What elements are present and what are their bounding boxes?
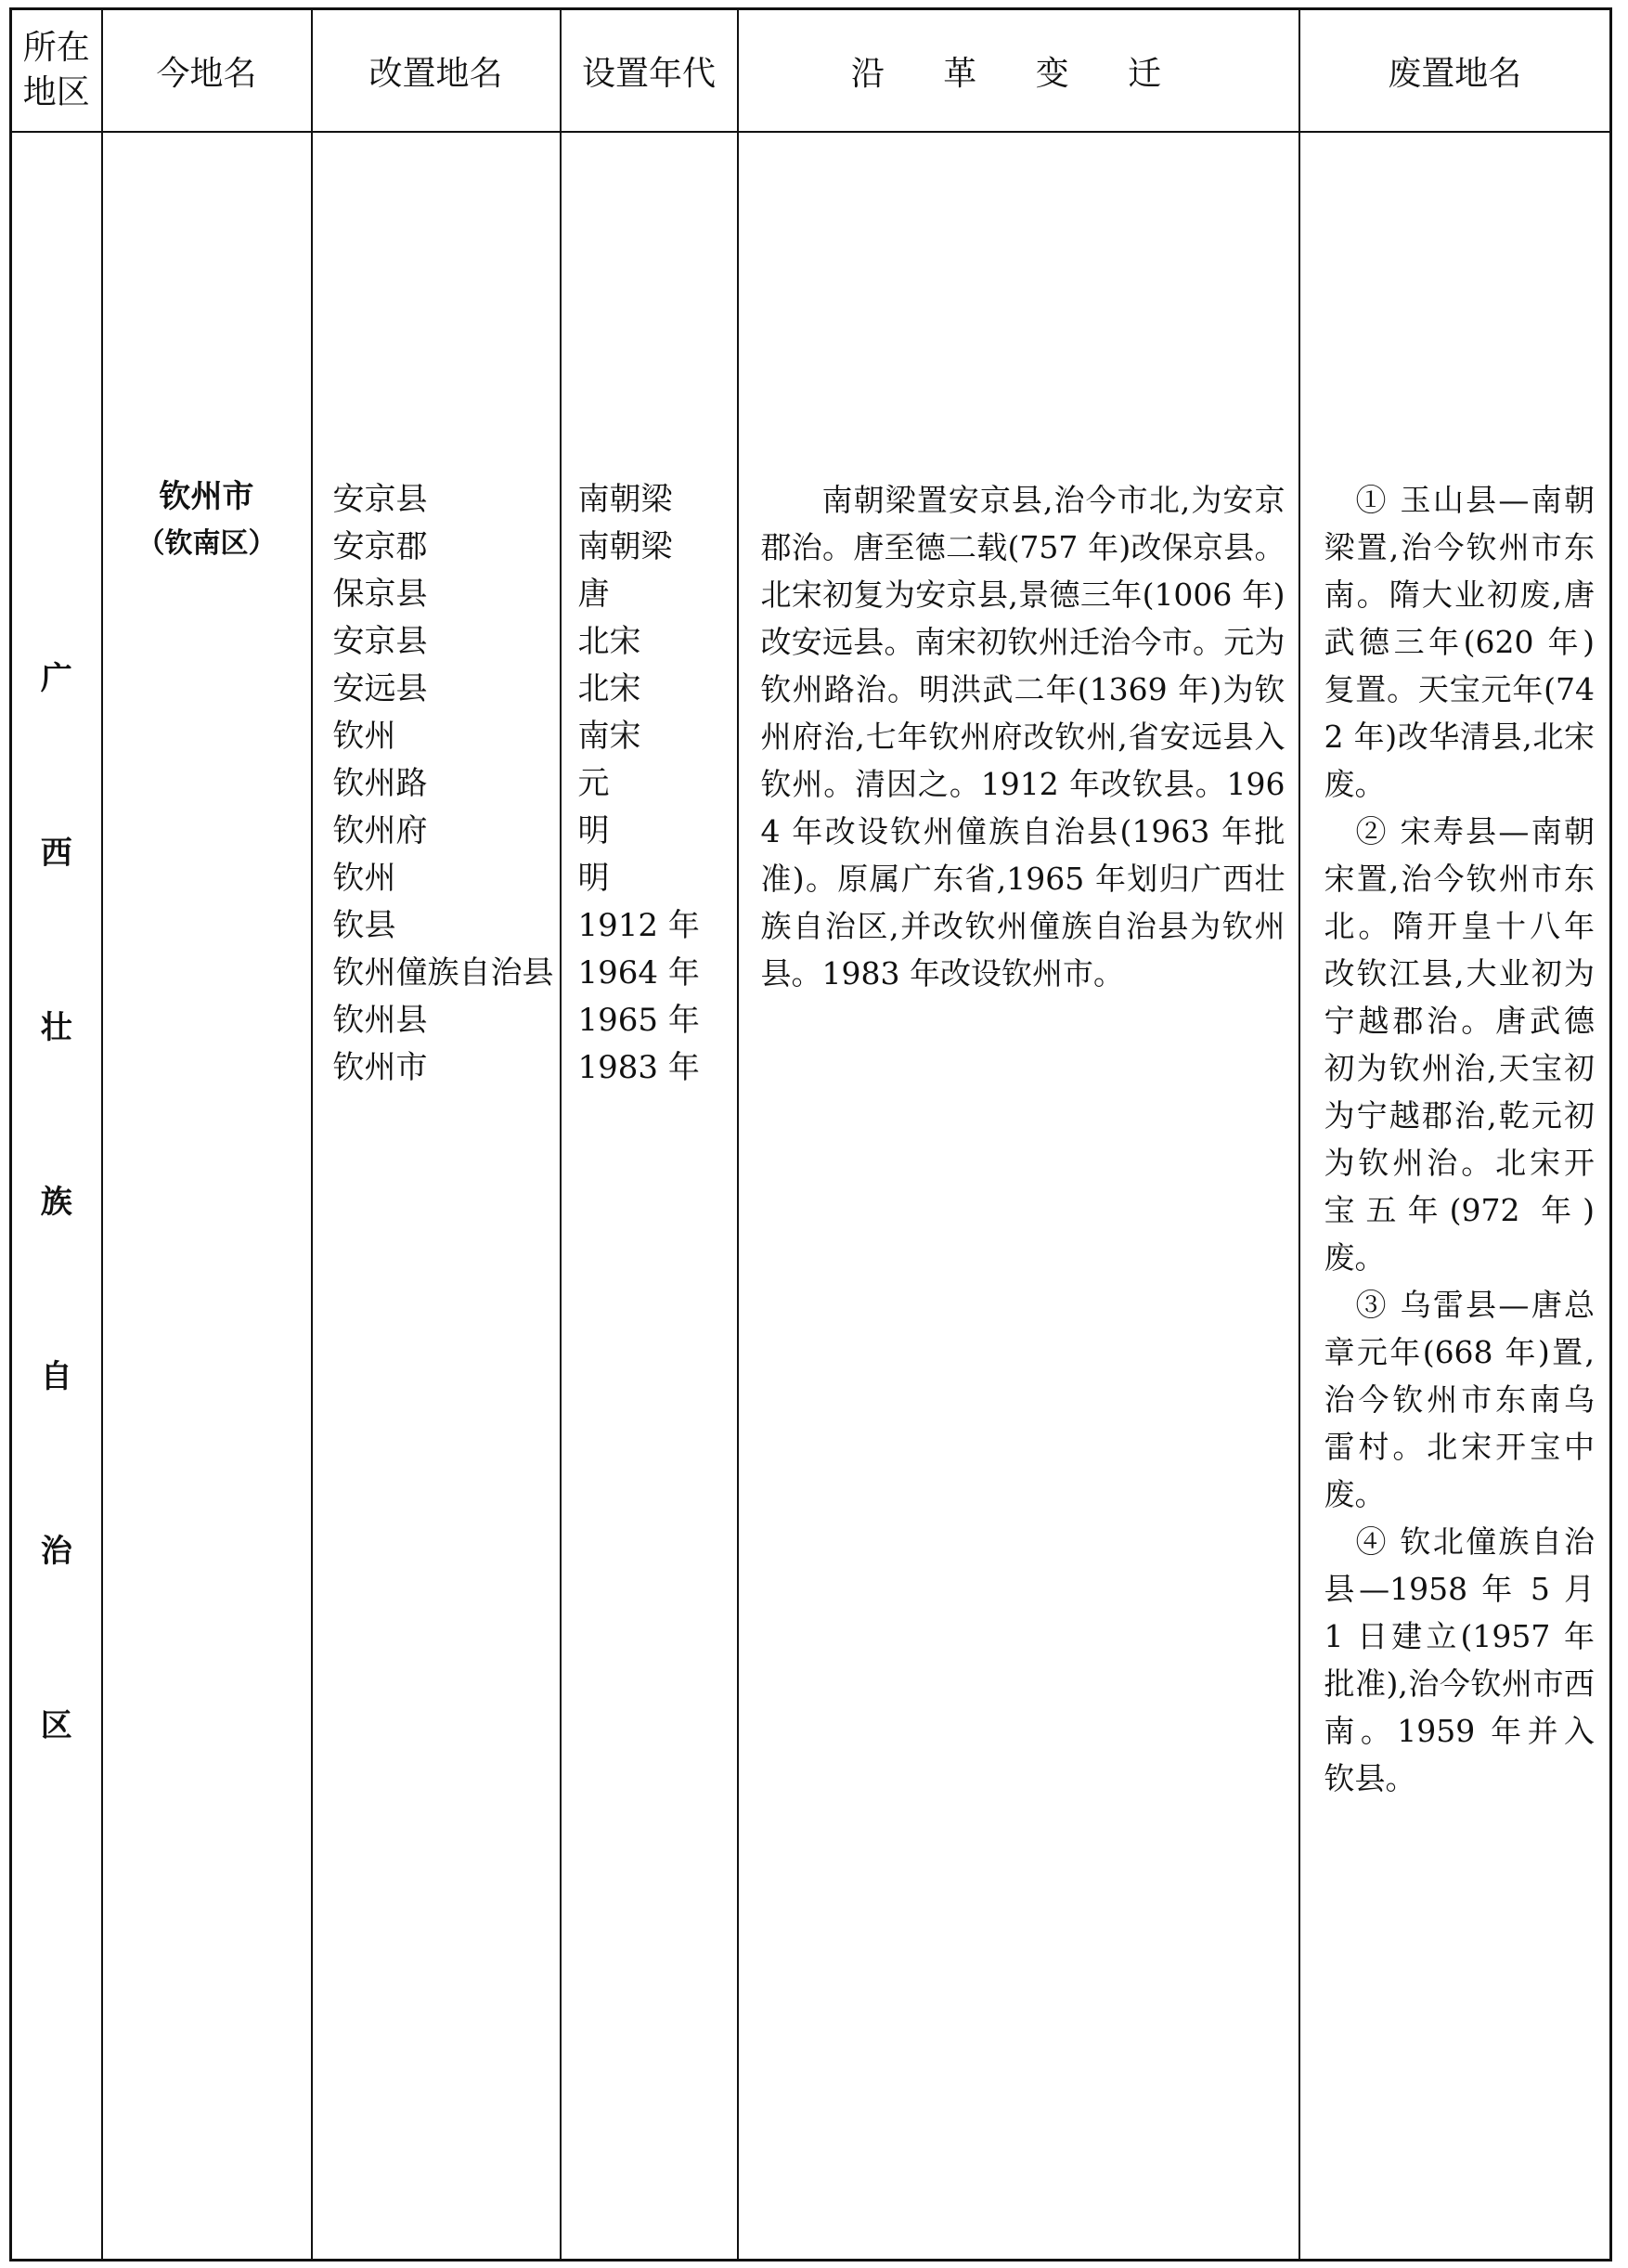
abolished-item: ③ 乌雷县—唐总章元年(668 年)置,治今钦州市东南乌雷村。北宋开宝中废。	[1324, 1287, 1595, 1512]
list-item: 安京郡	[332, 528, 428, 565]
reorg-name-list	[313, 476, 560, 1092]
list-item: 1965 年	[577, 1002, 700, 1039]
header-evolution: 沿 革 变 迁	[738, 9, 1299, 133]
list-item: 钦州县	[332, 1002, 428, 1039]
abolished-item: ④ 钦北僮族自治县—1958 年 5 月 1 日建立(1957 年批准),治今钦州市西南。1959 年并入钦县。	[1324, 1523, 1595, 1796]
list-item: 1912 年	[577, 907, 700, 944]
list-item: 1964 年	[577, 954, 700, 991]
list-item: 北宋	[577, 670, 641, 707]
abolished-item: ① 玉山县—南朝梁置,治今钦州市东南。隋大业初废,唐武德三年(620 年)复置。天宝元年(742 年)改华清县,北宋废。	[1324, 482, 1595, 802]
list-item: 1983 年	[577, 1049, 700, 1086]
list-item: 南宋	[577, 718, 641, 755]
region-char: 治	[40, 1533, 72, 1570]
region-char: 自	[40, 1358, 72, 1395]
header-abolished: 废置地名	[1299, 9, 1611, 133]
list-item: 钦州	[332, 860, 396, 897]
header-current-name: 今地名	[102, 9, 312, 133]
list-item: 安京县	[332, 481, 428, 518]
current-name-cell	[102, 132, 312, 2261]
header-set-era: 设置年代	[561, 9, 738, 133]
list-item: 钦州路	[332, 765, 428, 802]
header-reorg-name: 改置地名	[312, 9, 561, 133]
set-era-cell	[561, 132, 738, 2261]
table-row	[11, 132, 1611, 2261]
evolution-cell	[738, 132, 1299, 2261]
list-item: 保京县	[332, 576, 428, 613]
list-item: 钦县	[332, 907, 396, 944]
current-name: 钦州市	[159, 478, 254, 515]
gazetteer-table	[9, 7, 1612, 2262]
abolished-cell	[1299, 132, 1611, 2261]
region-char: 区	[40, 1707, 72, 1744]
list-item: 南朝梁	[577, 528, 673, 565]
list-item: 北宋	[577, 623, 641, 660]
region-char: 族	[40, 1184, 72, 1221]
list-item: 钦州市	[332, 1049, 428, 1086]
region-char: 广	[40, 660, 72, 697]
list-item: 元	[577, 765, 610, 802]
header-row	[11, 9, 1611, 133]
header-region-line2: 地区	[22, 73, 90, 111]
list-item: 安远县	[332, 670, 428, 707]
region-char: 壮	[40, 1009, 72, 1046]
region-vertical-text	[12, 653, 101, 1874]
list-item: 安京县	[332, 623, 428, 660]
list-item: 南朝梁	[577, 481, 673, 518]
set-era-list	[562, 476, 737, 1092]
list-item: 明	[577, 812, 610, 849]
evolution-text: 南朝梁置安京县,治今市北,为安京郡治。唐至德二载(757 年)改保京县。北宋初复为安京县,景德三年(1006 年)改安远县。南宋初钦州迁治今市。元为钦州路治。明洪武二年(1369 年)为钦州府治,七年钦州府改钦州,省安远县入钦州。清因之。1912 年改钦县。1964 年改设钦州僮族自治县(1963 年批准)。原属广东省,1965 年划归广西壮族自治区,并改钦州僮族自治县为钦州县。1983 年改设钦州市。	[760, 482, 1286, 991]
abolished-item: ② 宋寿县—南朝宋置,治今钦州市东北。隋开皇十八年改钦江县,大业初为宁越郡治。唐武德初为钦州治,天宝初为宁越郡治,乾元初为钦州治。北宋开宝五年(972 年)废。	[1324, 813, 1595, 1276]
region-char: 西	[40, 835, 72, 872]
list-item: 唐	[577, 576, 610, 613]
header-region	[11, 9, 102, 133]
list-item: 钦州府	[332, 812, 428, 849]
current-district: （钦南区）	[136, 527, 277, 560]
list-item: 钦州	[332, 718, 396, 755]
reorg-name-cell	[312, 132, 561, 2261]
list-item: 钦州僮族自治县	[332, 954, 554, 991]
abolished-list	[1300, 476, 1610, 1802]
region-cell	[11, 132, 102, 2261]
header-region-line1: 所在	[22, 29, 90, 67]
list-item: 明	[577, 860, 610, 897]
